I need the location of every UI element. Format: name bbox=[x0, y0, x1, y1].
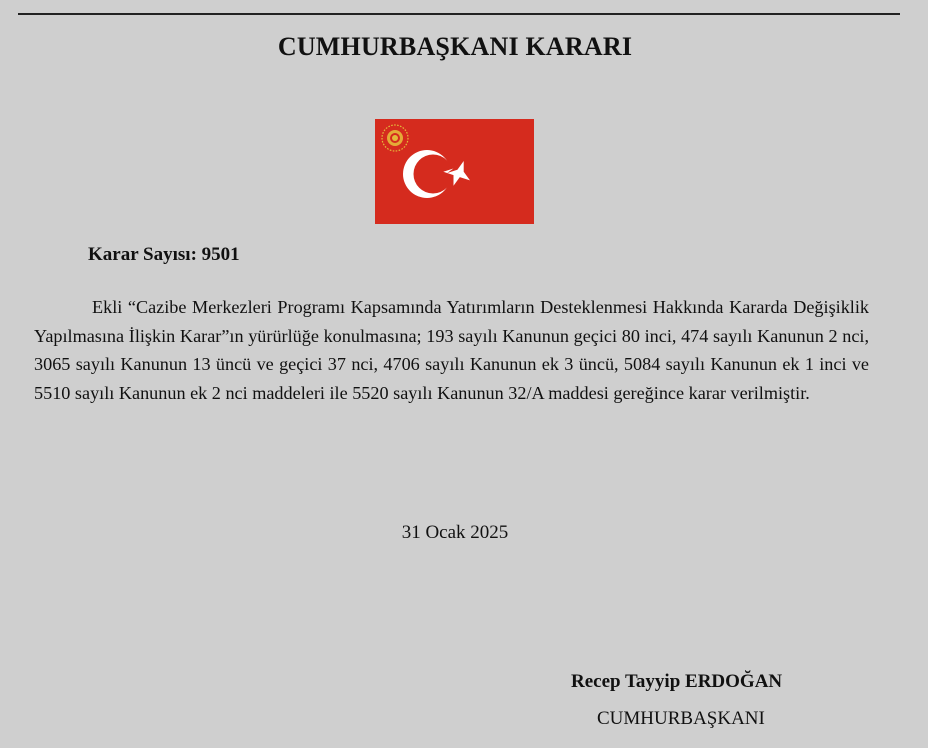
signatory-title: CUMHURBAŞKANI bbox=[597, 708, 765, 729]
decision-body-text: Ekli “Cazibe Merkezleri Programı Kapsamında Yatırımların Desteklenmesi Hakkında Kararda Değişiklik Yapılmasına İlişkin Karar”ın yürürlüğe konulmasına; 193 sayılı Kanunun geçici 80 inci, 474 sayılı Kanunun 2 nci, 3065 sayılı Kanunun 13 üncü ve geçici 37 nci, 4706 sayılı Kanunun ek 3 üncü, 5084 sayılı Kanunun ek 1 inci ve 5510 sayılı Kanunun ek 2 nci maddeleri ile 5520 sayılı Kanunun 32/A maddesi gereğince karar verilmiştir. bbox=[34, 297, 869, 403]
turkish-flag-icon bbox=[375, 119, 534, 224]
signatory-name: Recep Tayyip ERDOĞAN bbox=[571, 671, 783, 692]
document-title: CUMHURBAŞKANI KARARI bbox=[277, 32, 633, 61]
decision-number: Karar Sayısı: 9501 bbox=[88, 244, 240, 265]
header-rule bbox=[18, 13, 900, 15]
decision-date: 31 Ocak 2025 bbox=[401, 522, 509, 543]
